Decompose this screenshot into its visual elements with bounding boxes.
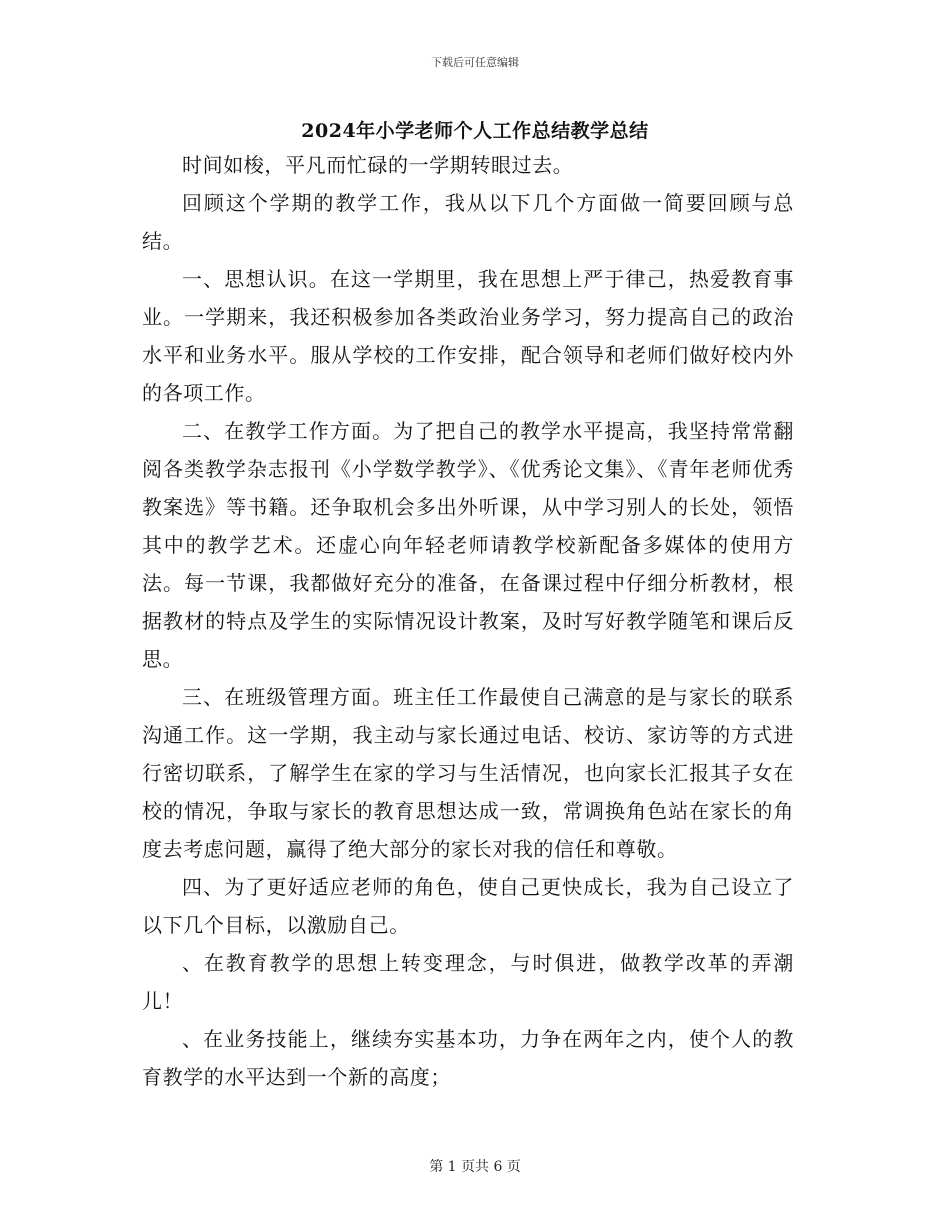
paragraph-goal-1: 、在教育教学的思想上转变理念，与时俱进，做教学改革的弄潮儿！	[142, 951, 794, 1013]
paragraph-review: 回顾这个学期的教学工作，我从以下几个方面做一简要回顾与总结。	[142, 191, 794, 253]
paragraph-section-4: 四、为了更好适应老师的角色，使自己更快成长，我为自己设立了以下几个目标，以激励自己。	[142, 875, 794, 937]
paragraph-goal-2: 、在业务技能上，继续夯实基本功，力争在两年之内，使个人的教育教学的水平达到一个新的高度；	[142, 1027, 794, 1089]
document-title: 2024年小学老师个人工作总结教学总结	[301, 120, 649, 142]
document-body	[142, 146, 794, 1096]
paragraph-section-2: 二、在教学工作方面。为了把自己的教学水平提高，我坚持常常翻阅各类教学杂志报刊《小学数学教学》、《优秀论文集》、《青年老师优秀教案选》等书籍。还争取机会多出外听课，从中学习别人的长处，领悟其中的教学艺术。还虚心向年轻老师请教学校新配备多媒体的使用方法。每一节课，我都做好充分的准备，在备课过程中仔细分析教材，根据教材的特点及学生的实际情况设计教案，及时写好教学随笔和课后反思。	[142, 419, 794, 671]
page-footer: 第 1 页共 6 页	[429, 1159, 521, 1175]
paragraph-intro: 时间如梭，平凡而忙碌的一学期转眼过去。	[182, 153, 574, 177]
header-note: 下载后可任意编辑	[431, 56, 519, 69]
paragraph-section-3: 三、在班级管理方面。班主任工作最使自己满意的是与家长的联系沟通工作。这一学期，我主动与家长通过电话、校访、家访等的方式进行密切联系，了解学生在家的学习与生活情况，也向家长汇报其子女在校的情况，争取与家长的教育思想达成一致，常调换角色站在家长的角度去考虑问题，赢得了绝大部分的家长对我的信任和尊敬。	[142, 685, 794, 861]
paragraph-section-1: 一、思想认识。在这一学期里，我在思想上严于律己，热爱教育事业。一学期来，我还积极参加各类政治业务学习，努力提高自己的政治水平和业务水平。服从学校的工作安排，配合领导和老师们做好校内外的各项工作。	[142, 267, 794, 405]
